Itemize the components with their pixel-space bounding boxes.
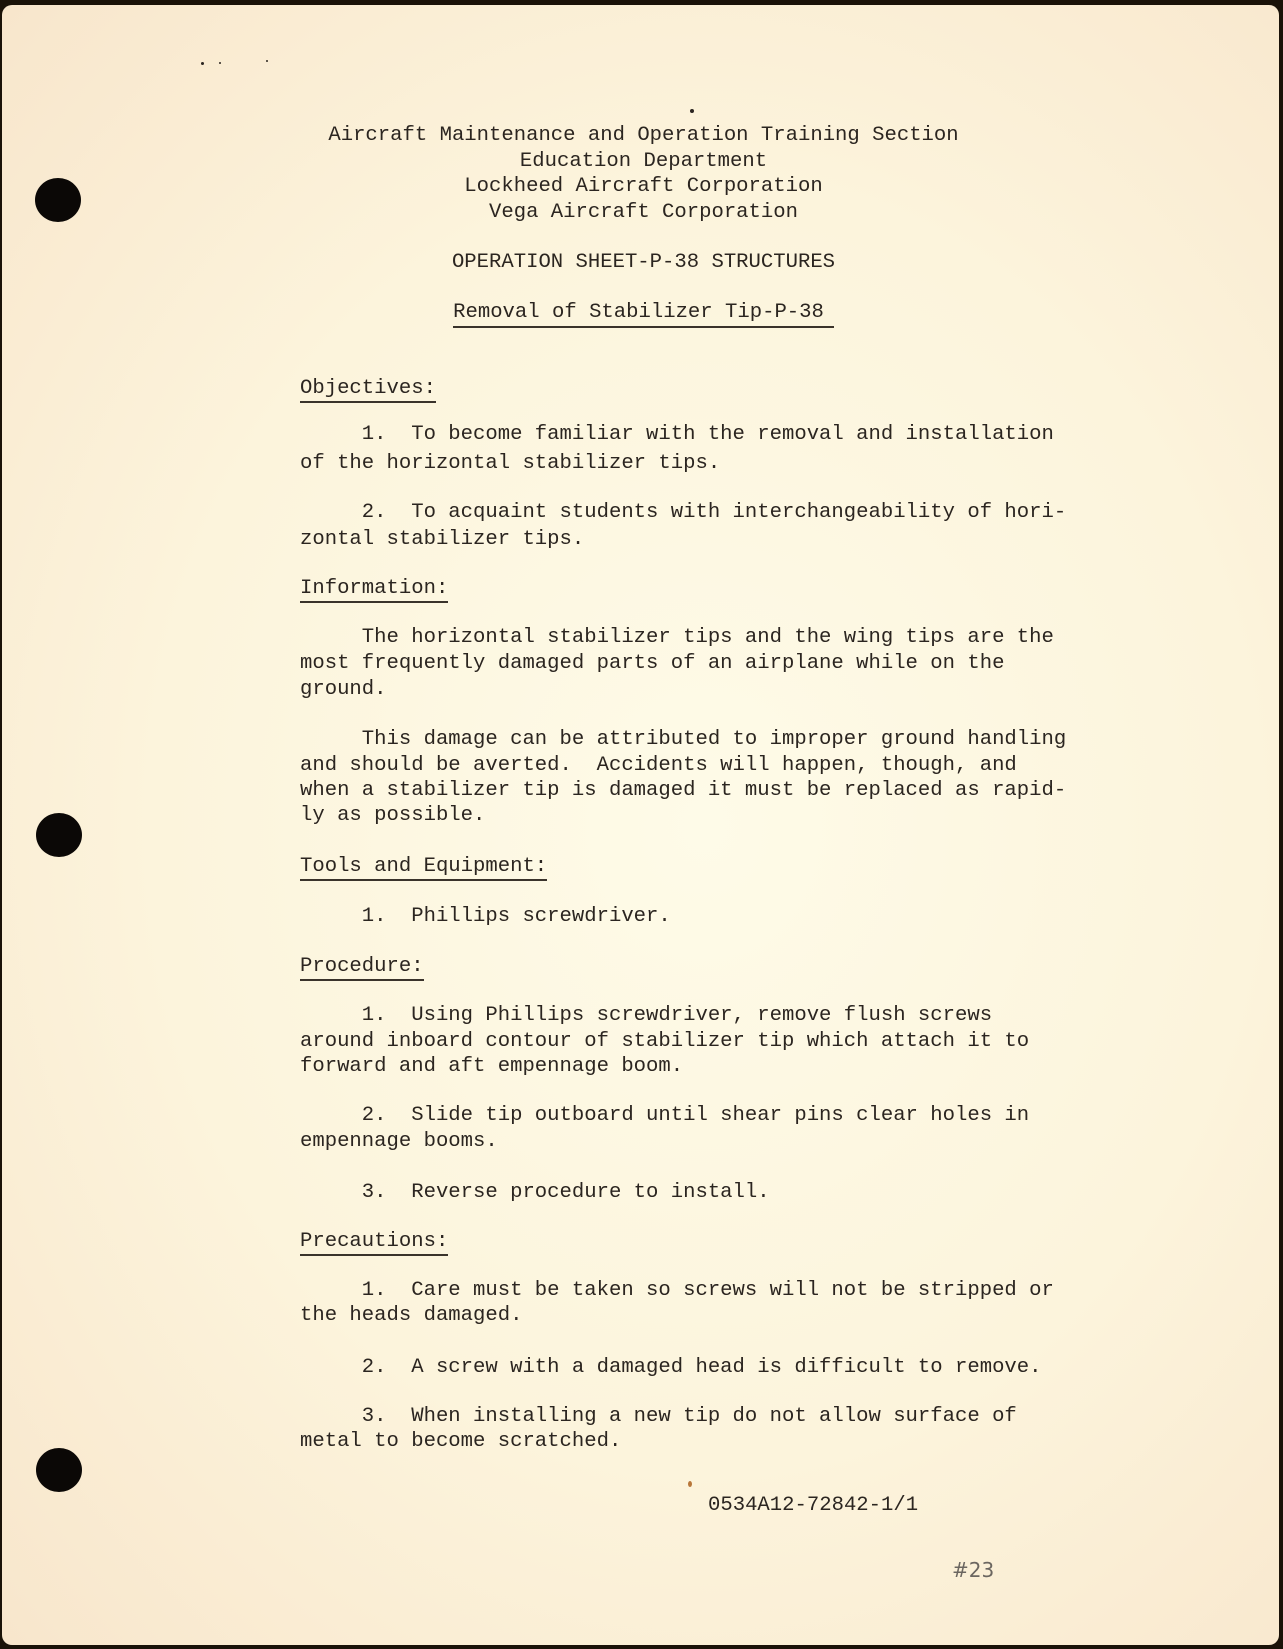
header-line: Education Department — [519, 150, 768, 173]
objective-line: 2. To acquaint students with interchangeability of hori- — [300, 501, 1067, 524]
sheet-title: OPERATION SHEET-P-38 STRUCTURES — [451, 251, 836, 274]
procedure-line: 1. Using Phillips screwdriver, remove flush screws — [300, 1004, 993, 1027]
paper-speck — [690, 109, 694, 113]
procedure-line: forward and aft empennage boom. — [300, 1055, 684, 1078]
document-page — [2, 5, 1279, 1645]
information-line: ly as possible. — [300, 804, 486, 827]
heading-text: Tools and Equipment: — [300, 855, 547, 881]
handwritten-page-mark: #23 — [952, 1558, 995, 1582]
procedure-line: 3. Reverse procedure to install. — [300, 1181, 770, 1204]
paper-speck — [201, 62, 204, 65]
section-heading-objectives — [300, 377, 436, 401]
section-heading-procedure — [300, 955, 424, 979]
information-line: This damage can be attributed to improper ground handling — [300, 728, 1067, 751]
precaution-line: 3. When installing a new tip do not allow surface of — [300, 1405, 1017, 1428]
procedure-line: around inboard contour of stabilizer tip which attach it to — [300, 1030, 1030, 1053]
precaution-line: the heads damaged. — [300, 1304, 523, 1327]
heading-text: Information: — [300, 577, 448, 603]
information-line: when a stabilizer tip is damaged it must be replaced as rapid- — [300, 779, 1067, 802]
heading-text: Precautions: — [300, 1230, 448, 1256]
header-line: Aircraft Maintenance and Operation Training Section — [328, 124, 959, 147]
sheet-subtitle-text: Removal of Stabilizer Tip-P-38 — [453, 301, 834, 328]
objective-line: zontal stabilizer tips. — [300, 528, 585, 551]
section-heading-precautions — [300, 1230, 448, 1254]
paper-speck — [688, 1481, 692, 1487]
tool-line: 1. Phillips screwdriver. — [300, 905, 671, 928]
objective-line: 1. To become familiar with the removal and installation — [300, 423, 1054, 446]
sheet-subtitle — [2, 301, 1283, 325]
heading-text: Objectives: — [300, 377, 436, 403]
heading-text: Procedure: — [300, 955, 424, 981]
section-heading-information — [300, 577, 448, 601]
information-line: most frequently damaged parts of an airplane while on the — [300, 652, 1005, 675]
paper-speck — [266, 60, 268, 62]
punch-hole — [36, 813, 82, 857]
information-line: and should be averted. Accidents will happen, though, and — [300, 754, 1017, 777]
paper-speck — [219, 62, 221, 64]
punch-hole — [36, 1448, 82, 1492]
information-line: The horizontal stabilizer tips and the wing tips are the — [300, 626, 1054, 649]
precaution-line: 1. Care must be taken so screws will not be stripped or — [300, 1279, 1054, 1302]
document-code: 0534A12-72842-1/1 — [708, 1494, 919, 1517]
header-line: Lockheed Aircraft Corporation — [464, 175, 823, 198]
objective-line: of the horizontal stabilizer tips. — [300, 452, 721, 475]
precaution-line: metal to become scratched. — [300, 1430, 622, 1453]
information-line: ground. — [300, 678, 387, 701]
section-heading-tools — [300, 855, 547, 879]
header-line: Vega Aircraft Corporation — [489, 201, 798, 224]
procedure-line: empennage booms. — [300, 1130, 498, 1153]
precaution-line: 2. A screw with a damaged head is difficult to remove. — [300, 1356, 1042, 1379]
procedure-line: 2. Slide tip outboard until shear pins clear holes in — [300, 1104, 1030, 1127]
